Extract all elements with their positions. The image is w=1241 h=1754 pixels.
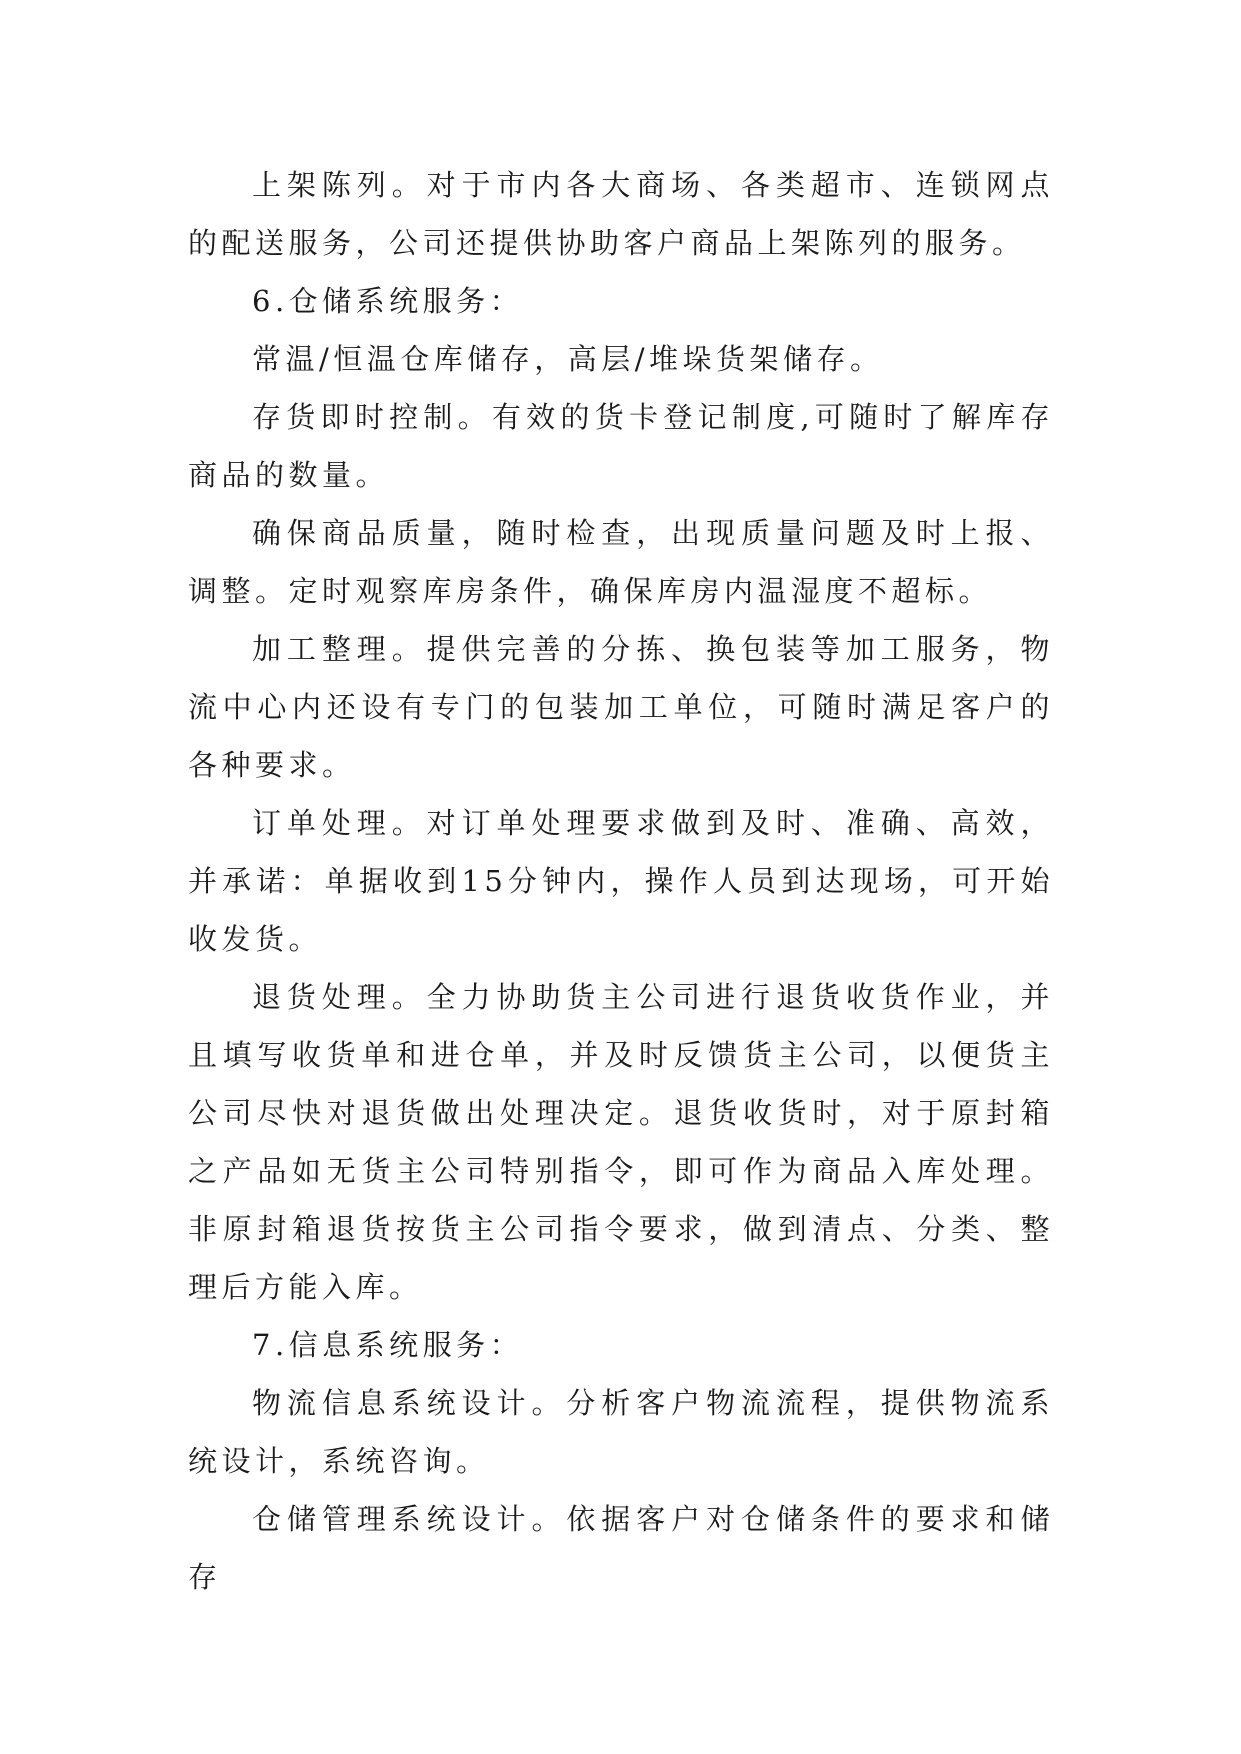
paragraph-storage-types: 常温/恒温仓库储存，高层/堆垛货架储存。 bbox=[252, 342, 884, 376]
document-body bbox=[188, 156, 1054, 1606]
heading-information-services: 7.信息系统服务： bbox=[252, 1328, 524, 1362]
paragraph-processing: 加工整理。提供完善的分拣、换包装等加工服务，物流中心内还设有专门的包装加工单位，可随时满足客户的各种要求。 bbox=[188, 632, 1054, 782]
paragraph-order-handling: 订单处理。对订单处理要求做到及时、准确、高效，并承诺：单据收到15分钟内，操作人员到达现场，可开始收发货。 bbox=[188, 806, 1054, 956]
paragraph-quality-assurance: 确保商品质量，随时检查，出现质量问题及时上报、调整。定时观察库房条件，确保库房内温湿度不超标。 bbox=[188, 516, 1054, 608]
paragraph-wms-design: 仓储管理系统设计。依据客户对仓储条件的要求和储存 bbox=[188, 1502, 1054, 1594]
paragraph-logistics-is-design: 物流信息系统设计。分析客户物流流程，提供物流系统设计，系统咨询。 bbox=[188, 1386, 1054, 1478]
heading-warehouse-services: 6.仓储系统服务： bbox=[252, 284, 524, 318]
paragraph-inventory-control: 存货即时控制。有效的货卡登记制度,可随时了解库存商品的数量。 bbox=[188, 400, 1054, 492]
paragraph-returns: 退货处理。全力协助货主公司进行退货收货作业，并且填写收货单和进仓单，并及时反馈货主公司，以便货主公司尽快对退货做出处理决定。退货收货时，对于原封箱之产品如无货主公司特别指令，即可作为商品入库处理。非原封箱退货按货主公司指令要求，做到清点、分类、整理后方能入库。 bbox=[188, 980, 1054, 1304]
paragraph-shelf-display: 上架陈列。对于市内各大商场、各类超市、连锁网点的配送服务，公司还提供协助客户商品上架陈列的服务。 bbox=[188, 168, 1054, 260]
